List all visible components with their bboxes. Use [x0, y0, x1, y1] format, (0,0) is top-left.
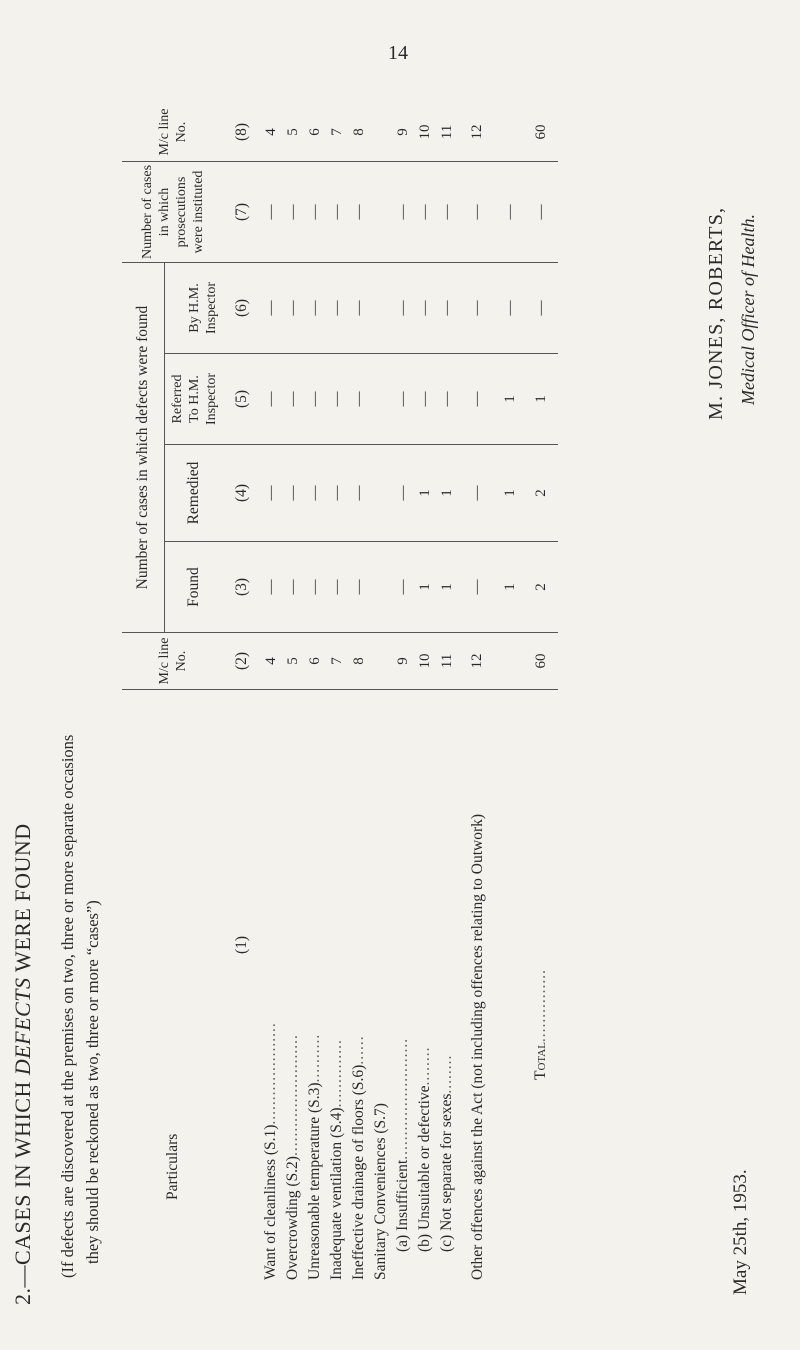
row-by-hm [370, 263, 392, 354]
row-mc-line-8: 11 [436, 103, 458, 162]
row-to-hm: — [414, 354, 436, 445]
row-mc-line-8: 4 [260, 103, 282, 162]
table-row [392, 103, 414, 1280]
row-prosecutions: — [282, 162, 304, 263]
row-mc-line-8: 7 [326, 103, 348, 162]
row-mc-line-8: 10 [414, 103, 436, 162]
row-by-hm: — [282, 263, 304, 354]
note-line-2: they should be reckoned as two, three or more “cases”) [83, 900, 102, 1264]
table-row [458, 103, 496, 1280]
row-to-hm: — [392, 354, 414, 445]
heading-suffix: WERE FOUND [10, 823, 35, 978]
signature-name: M. JONES, ROBERTS, [705, 206, 727, 420]
row-to-hm [370, 354, 392, 445]
row-by-hm: — [304, 263, 326, 354]
col-num-5: (5) [224, 354, 260, 445]
table-row [260, 103, 282, 1280]
header-to-hm: Referred To H.M. Inspector [164, 354, 224, 445]
row-to-hm: — [282, 354, 304, 445]
table-row [348, 103, 370, 1280]
note-line-1: (If defects are discovered at the premises on two, three or more separate occasions [58, 734, 77, 1278]
row-found: — [392, 542, 414, 633]
row-to-hm: — [348, 354, 370, 445]
header-particulars: Particulars [164, 1133, 181, 1200]
row-found [370, 542, 392, 633]
row-to-hm: — [436, 354, 458, 445]
row-to-hm: — [260, 354, 282, 445]
row-mc-line-8: 6 [304, 103, 326, 162]
row-prosecutions: — [436, 162, 458, 263]
row-by-hm: — [392, 263, 414, 354]
row-mc-line-8: 12 [458, 103, 496, 162]
row-found: 1 [436, 542, 458, 633]
row-found: — [348, 542, 370, 633]
defects-table [122, 103, 558, 1280]
row-by-hm: — [436, 263, 458, 354]
col-num-2: (2) [224, 633, 260, 690]
row-mc-line-8: 5 [282, 103, 304, 162]
table-row [496, 103, 524, 1280]
col-num-1: (1) [233, 935, 250, 955]
row-mc-line-8: 9 [392, 103, 414, 162]
row-particulars: Inadequate ventilation (S.4).............. [328, 1039, 345, 1280]
total-found: 2 [524, 542, 558, 633]
row-to-hm: — [304, 354, 326, 445]
row-found: — [326, 542, 348, 633]
row-remedied: 1 [414, 445, 436, 542]
row-prosecutions: — [260, 162, 282, 263]
row-remedied: — [348, 445, 370, 542]
heading-italic: DEFECTS [10, 977, 35, 1076]
page-number: 14 [388, 42, 408, 64]
row-particulars: Ineffective drainage of floors (S.6)...... [350, 1035, 367, 1280]
header-found: Found [164, 542, 224, 633]
heading-prefix: 2.—CASES IN WHICH [10, 1075, 35, 1305]
row-to-hm: — [326, 354, 348, 445]
row-found: — [304, 542, 326, 633]
signature-title: Medical Officer of Health. [738, 214, 758, 405]
row-mc-line: 7 [326, 633, 348, 690]
table-row [436, 103, 458, 1280]
row-to-hm: — [458, 354, 496, 445]
row-mc-line: 10 [414, 633, 436, 690]
row-mc-line: 12 [458, 633, 496, 690]
row-mc-line-8 [496, 103, 524, 162]
row-mc-line [370, 633, 392, 690]
total-mc-line-8: 60 [524, 103, 558, 162]
col-num-3: (3) [224, 542, 260, 633]
row-remedied: — [392, 445, 414, 542]
row-remedied: — [326, 445, 348, 542]
row-remedied: 1 [496, 445, 524, 542]
row-mc-line: 11 [436, 633, 458, 690]
col-num-7: (7) [224, 162, 260, 263]
table-row [304, 103, 326, 1280]
header-by-hm: By H.M. Inspector [164, 263, 224, 354]
row-particulars: Other offences against the Act (not including offences relating to Outwork) [468, 813, 486, 1280]
row-found: — [260, 542, 282, 633]
row-remedied: 1 [436, 445, 458, 542]
header-group: Number of cases in which defects were found [122, 263, 164, 633]
row-mc-line [496, 633, 524, 690]
row-prosecutions: — [496, 162, 524, 263]
row-particulars [496, 690, 524, 1281]
col-num-4: (4) [224, 445, 260, 542]
row-prosecutions [370, 162, 392, 263]
row-mc-line: 5 [282, 633, 304, 690]
row-to-hm: 1 [496, 354, 524, 445]
section-heading [10, 823, 36, 1305]
table-row [370, 103, 392, 1280]
col-num-6: (6) [224, 263, 260, 354]
total-by-hm: — [524, 263, 558, 354]
row-prosecutions: — [326, 162, 348, 263]
row-prosecutions: — [348, 162, 370, 263]
table-row [414, 103, 436, 1280]
row-by-hm: — [326, 263, 348, 354]
total-row [524, 103, 558, 1280]
row-mc-line-8 [370, 103, 392, 162]
header-referred: Referred [169, 374, 185, 424]
row-remedied [370, 445, 392, 542]
row-particulars: (a) Insufficient......................... [394, 1037, 411, 1252]
row-particulars: (b) Unsuitable or defective........ [416, 1046, 433, 1252]
row-mc-line: 6 [304, 633, 326, 690]
row-prosecutions: — [458, 162, 496, 263]
row-mc-line-8: 8 [348, 103, 370, 162]
header-remedied: Remedied [164, 445, 224, 542]
row-particulars: Unreasonable temperature (S.3).......... [306, 1033, 323, 1280]
row-mc-line: 4 [260, 633, 282, 690]
header-prosecutions: Number of cases in which prosecutions were instituted [122, 162, 224, 263]
row-remedied: — [458, 445, 496, 542]
row-found: — [282, 542, 304, 633]
row-particulars: Overcrowding (S.2)......................... [284, 1034, 301, 1280]
total-prosecutions: — [524, 162, 558, 263]
table-row [326, 103, 348, 1280]
row-remedied: — [260, 445, 282, 542]
row-remedied: — [282, 445, 304, 542]
report-date: May 25th, 1953. [730, 1169, 751, 1295]
row-found: — [458, 542, 496, 633]
row-remedied: — [304, 445, 326, 542]
row-mc-line: 9 [392, 633, 414, 690]
row-found: 1 [414, 542, 436, 633]
column-number-row [224, 103, 260, 1280]
row-prosecutions: — [392, 162, 414, 263]
row-by-hm: — [348, 263, 370, 354]
header-mc-line-8: M/c line No. [122, 103, 224, 162]
row-particulars: Want of cleanliness (S.1)..................... [262, 1022, 279, 1280]
col-num-8: (8) [224, 103, 260, 162]
row-particulars: (c) Not separate for sexes........ [438, 1054, 455, 1252]
total-mc-line: 60 [524, 633, 558, 690]
total-remedied: 2 [524, 445, 558, 542]
row-by-hm: — [458, 263, 496, 354]
row-by-hm: — [414, 263, 436, 354]
row-mc-line: 8 [348, 633, 370, 690]
table-row [282, 103, 304, 1280]
row-prosecutions: — [304, 162, 326, 263]
total-to-hm: 1 [524, 354, 558, 445]
row-found: 1 [496, 542, 524, 633]
header-mc-line: M/c line No. [122, 633, 224, 690]
row-by-hm: — [496, 263, 524, 354]
row-particulars: Sanitary Conveniences (S.7) [372, 1103, 389, 1280]
row-by-hm: — [260, 263, 282, 354]
total-label: Total............... [532, 968, 549, 1080]
row-prosecutions: — [414, 162, 436, 263]
